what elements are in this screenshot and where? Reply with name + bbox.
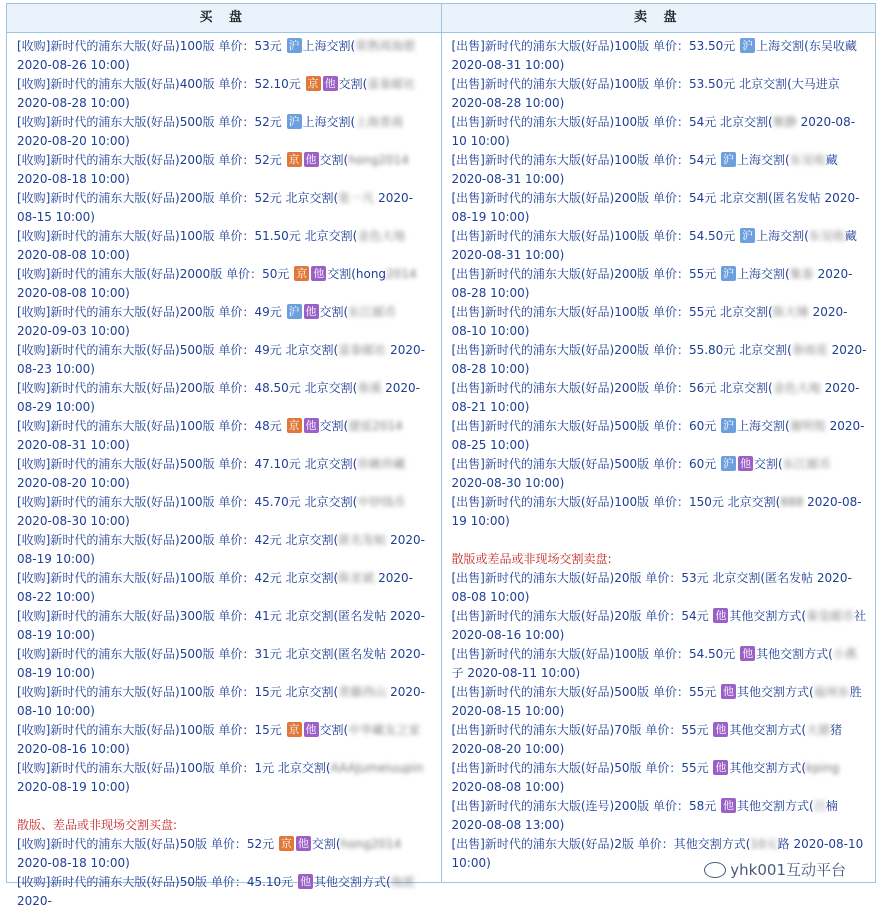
listing-tag: [收购] [17, 533, 51, 547]
listing-date: 2020-08-31 10:00) [451, 58, 565, 72]
trader-name: 你瞅珍藏 [357, 457, 406, 471]
listing-text: 新时代的浦东大版(好品)200版 单价：55.80元 北京交割( [484, 343, 792, 357]
listing-tag: [出售] [451, 39, 485, 53]
trader-name: 春溪 [357, 381, 382, 395]
jing-badge: 京 [288, 419, 300, 432]
section-title: 散版、差品或非现场交割买盘: [17, 818, 178, 832]
listing-item[interactable] [17, 759, 433, 797]
sell-list [442, 33, 876, 873]
ta-badge: 他 [715, 609, 727, 622]
listing-tag: [出售] [451, 229, 485, 243]
listing-text: 新时代的浦东大版(好品)100版 单价：15元 北京交割( [50, 685, 339, 699]
trader-name: 张一凡 [338, 191, 375, 205]
listing-date: 2020-08-18 10:00) [17, 172, 130, 186]
trader-name: 小燕 [832, 647, 857, 661]
listing-item[interactable] [452, 607, 868, 645]
sell-header: 卖 盘 [442, 4, 876, 33]
listing-date: 2020-08-29 10:00) [17, 381, 421, 414]
ta-badge: 他 [723, 799, 735, 812]
listing-item[interactable] [452, 645, 868, 683]
listing-text: 新时代的浦东大版(好品)70版 单价：55元 [484, 723, 713, 737]
listing-date: 2020-08-25 10:00) [451, 419, 865, 452]
listing-text: 新时代的浦东大版(好品)500版 单价：60元 [484, 419, 721, 433]
hu-badge: 沪 [288, 39, 300, 52]
listing-tag: [出售] [451, 77, 485, 91]
trade-board [6, 3, 876, 908]
listing-date: 2020-08-16 10:00) [17, 742, 130, 756]
listing-date: 2020-08-10 10:00) [451, 305, 848, 338]
listing-text: 新时代的浦东大版(好品)100版 单价：53元 [50, 39, 286, 53]
listing-text: 新时代的浦东大版(好品)2000版 单价：50元 [50, 267, 294, 281]
listing-date: 2020-08-22 10:00) [17, 571, 413, 604]
listing-item[interactable] [452, 113, 868, 151]
buy-list [7, 33, 441, 911]
listing-item[interactable] [17, 835, 433, 873]
listing-text: 新时代的浦东大版(好品)100版 单价：55元 北京交割( [484, 305, 773, 319]
listing-delivery: 交割( [319, 419, 349, 433]
trader-name: 中钞钱币 [357, 495, 406, 509]
listing-item[interactable] [452, 151, 868, 189]
listing-text: 新时代的浦东大版(好品)100版 单价：51.50元 北京交割( [50, 229, 358, 243]
listing-date: 2020-08-08 10:00) [451, 571, 852, 604]
listing-tag: [收购] [17, 761, 51, 775]
listing-tag: [收购] [17, 875, 51, 889]
listing-item[interactable] [17, 607, 433, 645]
listing-tag: [出售] [451, 457, 485, 471]
ta-badge: 他 [723, 685, 735, 698]
listing-text: 新时代的浦东大版(好品)100版 单价：15元 [50, 723, 286, 737]
listing-item[interactable] [452, 341, 868, 379]
ta-badge: 他 [740, 457, 752, 470]
listing-tag: [出售] [451, 837, 485, 851]
listing-text: 新时代的浦东大版(好品)50版 单价：55元 [484, 761, 713, 775]
listing-text: 新时代的浦东大版(好品)500版 单价：60元 [484, 457, 721, 471]
listing-text: 新时代的浦东大版(好品)20版 单价：54元 [484, 609, 713, 623]
listing-delivery: 交割( [319, 723, 349, 737]
ta-badge: 他 [300, 875, 311, 888]
listing-tag: [收购] [17, 495, 51, 509]
listing-text: 新时代的浦东大版(好品)500版 单价：49元 北京交割( [50, 343, 339, 357]
listing-item[interactable] [17, 75, 433, 113]
ta-badge: 他 [305, 153, 317, 166]
listing-text: 新时代的浦东大版(好品)500版 单价：47.10元 北京交割( [50, 457, 358, 471]
listing-delivery: 其他交割方式( [729, 761, 807, 775]
trader-name: kping [806, 761, 840, 775]
listing-date: 社 2020-08-16 10:00) [451, 609, 867, 642]
listing-date: 2020-08-19 10:00) [17, 609, 425, 642]
listing-text: 新时代的浦东大版(好品)100版 单价：54元 北京交割( [484, 115, 773, 129]
listing-date: 子 2020-08-11 10:00) [451, 666, 581, 680]
watermark-text: yhk001互动平台 [730, 861, 846, 879]
trader-name: 888 [780, 495, 804, 509]
listing-text: 新时代的浦东大版(好品)50版 单价：52元 [50, 837, 278, 851]
trader-name: 海派 [390, 875, 415, 889]
listing-delivery: 交割(hong [327, 267, 387, 281]
listing-item[interactable] [17, 265, 433, 303]
listing-text: 新时代的浦东大版(好品)100版 单价：48元 [50, 419, 286, 433]
listing-item[interactable] [452, 493, 868, 531]
listing-delivery: 交割( [319, 153, 349, 167]
listing-tag: [出售] [451, 381, 485, 395]
listing-text: 新时代的浦东大版(好品)200版 单价：55元 [484, 267, 721, 281]
listing-tag: [出售] [451, 267, 485, 281]
listing-delivery: 其他交割方式( [737, 685, 814, 699]
hu-badge: 沪 [723, 153, 735, 166]
listing-delivery: 其他交割方式( [729, 723, 807, 737]
listing-item[interactable] [17, 341, 433, 379]
trader-name: 中华藏友之家 [348, 723, 421, 737]
listing-date: 2020-08-30 10:00) [451, 476, 565, 490]
hu-badge: 沪 [288, 305, 300, 318]
listing-tag: [出售] [451, 609, 485, 623]
listing-delivery: 其他交割方式( [314, 875, 391, 889]
listing-date: 2020-08-28 10:00) [451, 267, 853, 300]
listing-date: 2020-08-19 10:00) [17, 533, 425, 566]
listing-item[interactable] [17, 645, 433, 683]
listing-tag: [出售] [451, 685, 485, 699]
wechat-icon [704, 862, 726, 878]
trader-name: 陈大锤 [772, 305, 809, 319]
listing-item[interactable] [17, 683, 433, 721]
listing-date: 2020-08-26 10:00) [17, 58, 130, 72]
listing-tag: [收购] [17, 191, 51, 205]
listing-tag: [出售] [451, 799, 485, 813]
listing-date: 楠 2020-08-08 13:00) [451, 799, 838, 832]
trader-name: 东江邮币 [782, 457, 831, 471]
trader-name: 金色大地 [772, 381, 821, 395]
jing-badge: 京 [296, 267, 308, 280]
ta-badge: 他 [324, 77, 336, 90]
listing-date: 2020-08-08 10:00) [17, 248, 130, 262]
listing-item[interactable] [452, 303, 868, 341]
hu-badge: 沪 [723, 457, 735, 470]
listing-date: 2020-08-20 10:00) [17, 476, 130, 490]
listing-date: 2020-08-10 10:00) [451, 115, 856, 148]
trader-name: 上海普商 [355, 115, 404, 129]
listing-tag: [出售] [451, 419, 485, 433]
ta-badge: 他 [305, 419, 317, 432]
listing-text: 新时代的浦东大版(好品)200版 单价：54元 北京交割(匿名发帖 [484, 191, 821, 205]
trader-name: hong2014 [348, 153, 409, 167]
listing-item[interactable] [452, 265, 868, 303]
listing-tag: [收购] [17, 267, 51, 281]
trader-name: 春雨花 [791, 343, 828, 357]
listing-text: 新时代的浦东大版(好品)200版 单价：52元 北京交割( [50, 191, 339, 205]
listing-item[interactable] [17, 379, 433, 417]
trader-name: AAAJumeiuupin [330, 761, 424, 775]
listing-delivery: 交割( [754, 457, 783, 471]
trader-name: 10元 [750, 837, 778, 851]
listing-tag: [出售] [451, 761, 485, 775]
ta-badge: 他 [305, 305, 317, 318]
listing-tag: [收购] [17, 647, 51, 661]
listing-delivery: 上海交割( [737, 153, 790, 167]
listing-text: 新时代的浦东大版(好品)200版 单价：48.50元 北京交割( [50, 381, 358, 395]
listing-item[interactable] [17, 531, 433, 569]
listing-item[interactable] [17, 493, 433, 531]
listing-text: 新时代的浦东大版(好品)200版 单价：42元 北京交割( [50, 533, 339, 547]
ta-badge: 他 [715, 761, 727, 774]
listing-date: 2020-08-21 10:00) [451, 381, 860, 414]
listing-tag: [收购] [17, 115, 51, 129]
ta-badge: 他 [742, 647, 754, 660]
trader-name: 东江邮币 [348, 305, 397, 319]
listing-text: 新时代的浦东大版(好品)100版 单价：54.50元 [484, 229, 740, 243]
buy-header: 买 盘 [7, 4, 441, 33]
jing-badge: 京 [288, 723, 300, 736]
listing-text: 新时代的浦东大版(好品)100版 单价：54.50元 [484, 647, 740, 661]
section-title: 散版或差品或非现场交割卖盘: [451, 552, 612, 566]
listing-date: 2020-08-18 10:00) [17, 856, 130, 870]
trader-name: 福州东 [813, 685, 850, 699]
listing-date: 藏 2020-08-31 10:00) [451, 153, 838, 186]
listing-text: 新时代的浦东大版(好品)500版 单价：55元 [484, 685, 721, 699]
listing-item[interactable] [452, 797, 868, 835]
listing-text: 新时代的浦东大版(好品)100版 单价：53.50元 [484, 39, 740, 53]
listing-text: 新时代的浦东大版(好品)100版 单价：45.70元 北京交割( [50, 495, 358, 509]
ta-badge: 他 [305, 723, 317, 736]
listing-tag: [出售] [451, 495, 485, 509]
listing-text: 新时代的浦东大版(好品)20版 单价：53元 北京交割(匿名发帖 [484, 571, 814, 585]
listing-text: 新时代的浦东大版(好品)50版 单价：45.10元 [50, 875, 297, 889]
listing-item[interactable] [452, 455, 868, 493]
jing-badge: 京 [307, 77, 319, 90]
listing-tag: [收购] [17, 837, 51, 851]
listing-item[interactable] [17, 113, 433, 151]
listing-tag: [收购] [17, 39, 51, 53]
listing-date: 2020- [17, 894, 52, 908]
listing-item[interactable] [17, 151, 433, 189]
listing-tag: [收购] [17, 343, 51, 357]
listing-date: 路 2020-08-10 10:00) [451, 837, 864, 870]
trader-name: 富泰邮社 [338, 343, 387, 357]
listing-tag: [收购] [17, 305, 51, 319]
trader-name: 集泰 [789, 267, 814, 281]
ta-badge: 他 [313, 267, 325, 280]
listing-tag: [收购] [17, 381, 51, 395]
listing-delivery: 上海交割( [737, 267, 790, 281]
trader-name: 2014 [386, 267, 417, 281]
trader-name: 陈亚斌 [338, 571, 375, 585]
listing-item[interactable] [17, 303, 433, 341]
hu-badge: 沪 [723, 267, 735, 280]
listing-item[interactable] [17, 873, 433, 911]
trader-name: 东吴收 [808, 229, 845, 243]
listing-tag: [收购] [17, 609, 51, 623]
trader-name: 青藤西山 [338, 685, 387, 699]
listing-item[interactable] [452, 189, 868, 227]
listing-date: 2020-08-31 10:00) [17, 438, 130, 452]
listing-delivery: 上海交割( [302, 39, 356, 53]
jing-badge: 京 [288, 153, 300, 166]
hu-badge: 沪 [742, 39, 754, 52]
listing-item[interactable] [17, 569, 433, 607]
listing-tag: [收购] [17, 77, 51, 91]
listing-tag: [收购] [17, 229, 51, 243]
listing-delivery: 上海交割( [756, 229, 809, 243]
listing-date: 2020-08-23 10:00) [17, 343, 425, 376]
listing-item[interactable] [17, 189, 433, 227]
listing-date: 2020-08-28 10:00) [451, 96, 565, 110]
listing-text: 新时代的浦东大版(好品)500版 单价：52元 [50, 115, 286, 129]
listing-item[interactable] [452, 75, 868, 113]
trader-name: 吕 [813, 799, 826, 813]
trader-name: 富泰邮社 [367, 77, 416, 91]
listing-date: 藏 2020-08-31 10:00) [451, 229, 857, 262]
trader-name: 大猪 [806, 723, 831, 737]
hu-badge: 沪 [723, 419, 735, 432]
listing-delivery: 其他交割方式( [756, 647, 833, 661]
listing-date: 2020-08-20 10:00) [17, 134, 130, 148]
listing-tag: [出售] [451, 115, 485, 129]
listing-tag: [出售] [451, 647, 485, 661]
listing-text: 新时代的浦东大版(好品)500版 单价：31元 北京交割(匿名发帖 [50, 647, 387, 661]
listing-text: 新时代的浦东大版(好品)2版 单价： [484, 837, 674, 851]
listing-text: 新时代的浦东大版(好品)200版 单价：49元 [50, 305, 286, 319]
listing-date: 2020-08-28 10:00) [17, 96, 130, 110]
listing-item[interactable] [452, 569, 868, 607]
listing-item[interactable] [17, 455, 433, 493]
sell-column [441, 4, 876, 882]
listing-delivery: 交割( [311, 837, 341, 851]
listing-delivery: 其他交割方式( [729, 609, 807, 623]
listing-tag: [出售] [451, 571, 485, 585]
ta-badge: 他 [297, 837, 309, 850]
listing-tag: [收购] [17, 153, 51, 167]
listing-date: 猪 2020-08-20 10:00) [451, 723, 843, 756]
listing-delivery: 上海交割( [302, 115, 356, 129]
listing-text: 新时代的浦东大版(好品)100版 单价：53.50元 北京交割(大马进京 [484, 77, 840, 91]
listing-delivery: 交割( [338, 77, 368, 91]
listing-date: 2020-08-19 10:00) [451, 495, 862, 528]
listing-tag: [出售] [451, 305, 485, 319]
listing-text: 新时代的浦东大版(好品)100版 单价：1元 北京交割( [50, 761, 331, 775]
listing-tag: [出售] [451, 723, 485, 737]
listing-date: 2020-08-19 10:00) [451, 191, 860, 224]
trader-name: 秦皇邮币 [806, 609, 855, 623]
listing-item[interactable] [452, 683, 868, 721]
listing-text: 新时代的浦东大版(好品)200版 单价：56元 北京交割( [484, 381, 773, 395]
trader-name: 聚静 [772, 115, 797, 129]
trader-name: 匿名发帖 [338, 533, 387, 547]
listing-tag: [收购] [17, 571, 51, 585]
listing-date: 2020-09-03 10:00) [17, 324, 130, 338]
listing-date: 2020-08-19 10:00) [17, 647, 425, 680]
listing-delivery: 交割( [319, 305, 349, 319]
trader-name: 金色大地 [357, 229, 406, 243]
listing-item[interactable] [452, 37, 868, 75]
listing-text: 新时代的浦东大版(好品)100版 单价：150元 北京交割( [484, 495, 781, 509]
listing-date: 2020-08-15 10:00) [17, 191, 413, 224]
listing-item[interactable] [452, 417, 868, 455]
listing-tag: [收购] [17, 457, 51, 471]
listing-delivery: 上海交割( [737, 419, 790, 433]
listing-delivery: 其他交割方式( [737, 799, 814, 813]
listing-date: 2020-08-08 10:00) [451, 780, 565, 794]
listing-date: 2020-08-28 10:00) [451, 343, 867, 376]
trader-name: 捷延2014 [348, 419, 403, 433]
listing-tag: [出售] [451, 343, 485, 357]
listing-text: 新时代的浦东大版(连号)200版 单价：58元 [484, 799, 721, 813]
listing-item[interactable] [17, 721, 433, 759]
trader-name: 谢明悦 [789, 419, 826, 433]
listing-text: 新时代的浦东大版(好品)300版 单价：41元 北京交割(匿名发帖 [50, 609, 387, 623]
listing-date: 胜 2020-08-15 10:00) [451, 685, 862, 718]
listing-date: 2020-08-30 10:00) [17, 514, 130, 528]
trader-name: hong2014 [340, 837, 402, 851]
listing-delivery: 上海交割(东吴收藏 [756, 39, 857, 53]
listing-item[interactable] [452, 721, 868, 759]
listing-date: 2020-08-10 10:00) [17, 685, 425, 718]
listing-tag: [出售] [451, 153, 485, 167]
hu-badge: 沪 [742, 229, 754, 242]
listing-date: 2020-08-08 10:00) [17, 286, 130, 300]
listing-text: 新时代的浦东大版(好品)100版 单价：54元 [484, 153, 721, 167]
listing-tag: [收购] [17, 723, 51, 737]
jing-badge: 京 [280, 837, 292, 850]
listing-text: 新时代的浦东大版(好品)100版 单价：42元 北京交割( [50, 571, 339, 585]
listing-item[interactable] [17, 227, 433, 265]
listing-tag: [收购] [17, 685, 51, 699]
listing-item[interactable] [452, 379, 868, 417]
listing-text: 新时代的浦东大版(好品)200版 单价：52元 [50, 153, 286, 167]
listing-delivery: 其他交割方式( [673, 837, 751, 851]
listing-item[interactable] [17, 37, 433, 75]
watermark [700, 858, 850, 881]
listing-date: 2020-08-19 10:00) [17, 780, 130, 794]
listing-item[interactable] [452, 227, 868, 265]
listing-tag: [出售] [451, 191, 485, 205]
buy-column [7, 4, 441, 908]
trader-name: 常熟周海碧 [355, 39, 416, 53]
listing-tag: [收购] [17, 419, 51, 433]
ta-badge: 他 [715, 723, 727, 736]
listing-item[interactable] [17, 417, 433, 455]
listing-item[interactable] [452, 759, 868, 797]
hu-badge: 沪 [288, 115, 300, 128]
trader-name: 东吴收 [789, 153, 826, 167]
listing-text: 新时代的浦东大版(好品)400版 单价：52.10元 [50, 77, 305, 91]
